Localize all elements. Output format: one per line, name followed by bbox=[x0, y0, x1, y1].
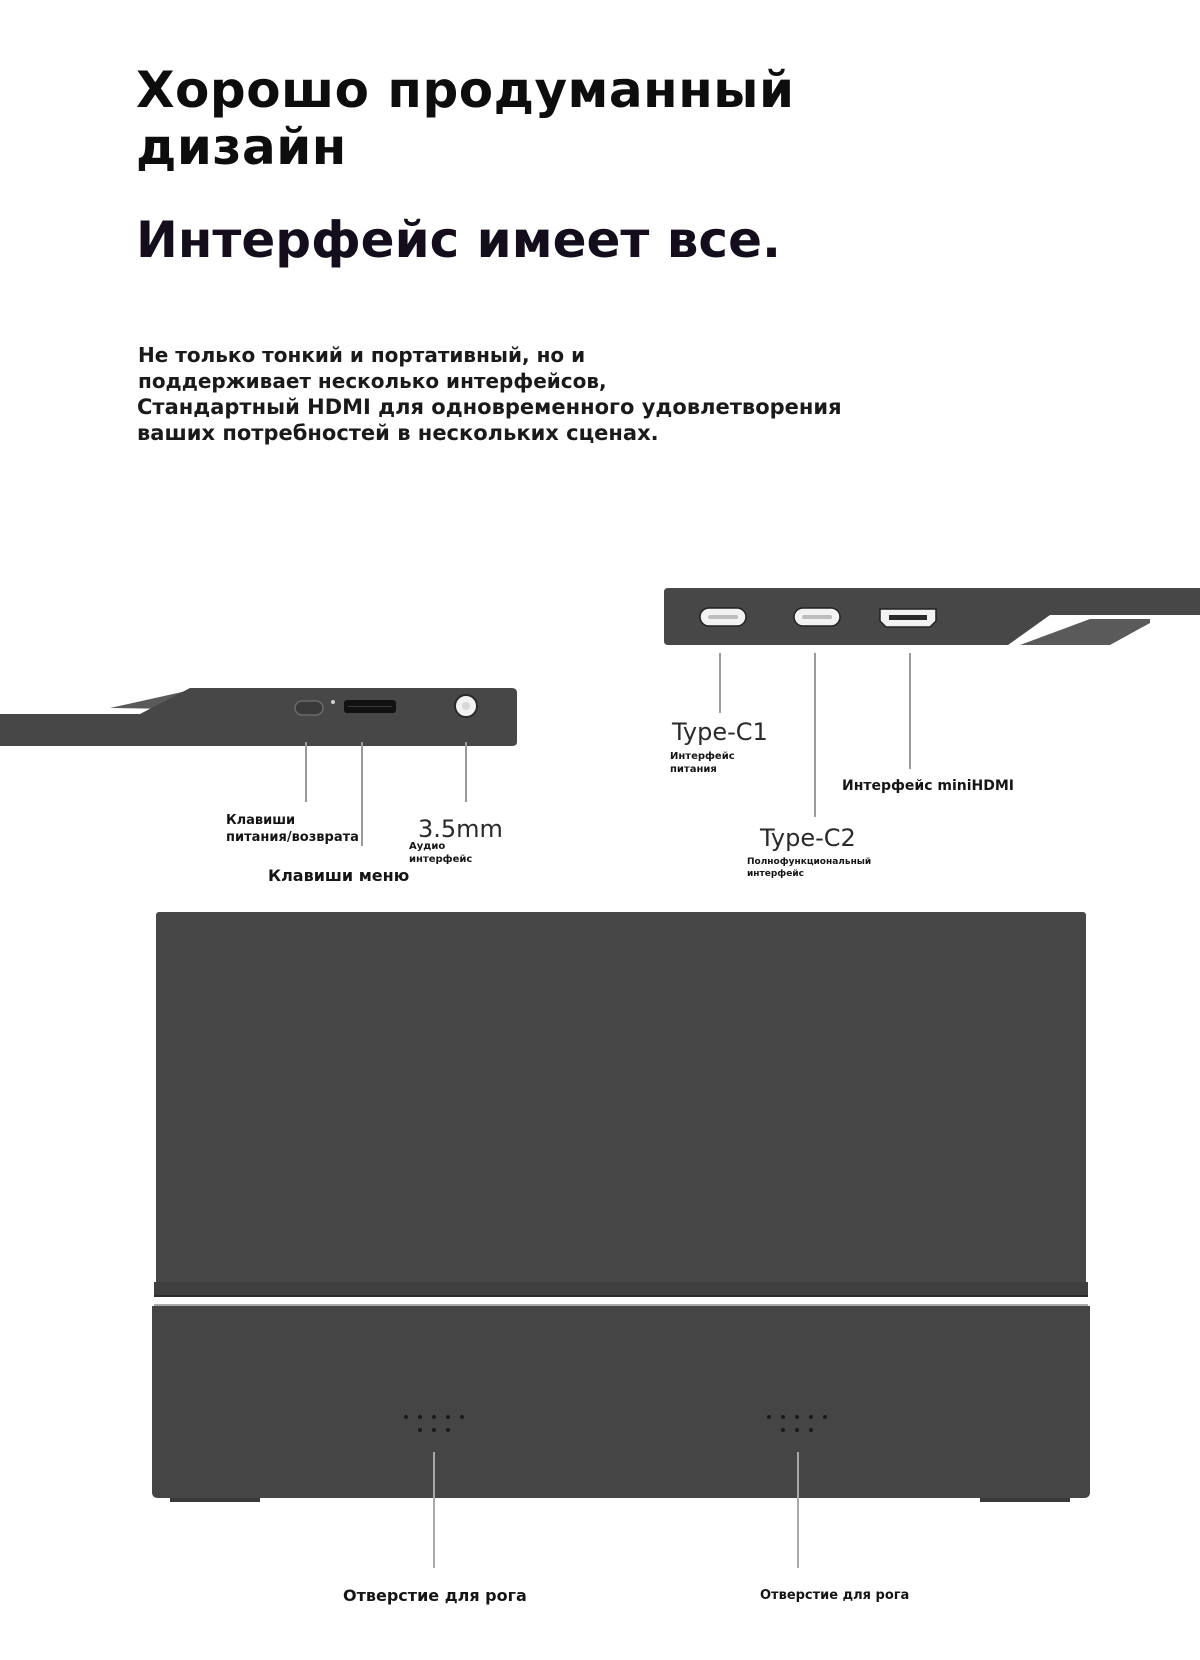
stand-body bbox=[152, 1306, 1090, 1498]
description-line-2: поддерживает несколько интерфейсов, bbox=[138, 369, 607, 393]
stand-top-edge bbox=[154, 1282, 1088, 1296]
type-c-port-icon bbox=[700, 608, 746, 626]
back-view bbox=[150, 910, 1090, 1510]
status-led bbox=[331, 700, 335, 704]
label-menu-keys: Клавиши меню bbox=[268, 866, 410, 885]
leader-menu bbox=[361, 742, 363, 846]
label-power-back-keys: Клавиши питания/возврата bbox=[226, 813, 359, 845]
left-side-view bbox=[0, 680, 520, 760]
leader-minihdmi bbox=[909, 653, 911, 769]
leader-type-c2 bbox=[814, 653, 816, 817]
page-title bbox=[136, 62, 896, 176]
label-type-c2-subtitle: Полнофункциональный интерфейс bbox=[747, 857, 872, 879]
description-line-1: Не только тонкий и портативный, но и bbox=[138, 343, 586, 367]
back-panel bbox=[156, 912, 1086, 1290]
description-line-3: Стандартный HDMI для одновременного удовлетворения bbox=[137, 395, 842, 419]
label-minihdmi: Интерфейс miniHDMI bbox=[842, 778, 1015, 794]
label-type-c1-subtitle: Интерфейс питания bbox=[670, 751, 735, 775]
label-audio-subtitle: Аудио интерфейс bbox=[409, 841, 473, 865]
description-line-4: ваших потребностей в нескольких сценах. bbox=[137, 421, 659, 445]
title-line-2: дизайн bbox=[136, 118, 347, 176]
leader-horn-right bbox=[797, 1452, 799, 1568]
leader-audio bbox=[465, 742, 467, 802]
label-type-c2-title: Type-C2 bbox=[760, 824, 856, 852]
mini-hdmi-port-icon bbox=[880, 609, 936, 627]
label-type-c1-title: Type-C1 bbox=[672, 718, 768, 746]
audio-jack-icon bbox=[455, 695, 477, 717]
leader-power bbox=[305, 742, 307, 802]
description-bottom bbox=[137, 394, 842, 446]
label-horn-left: Отверстие для рога bbox=[343, 1586, 527, 1605]
power-button-icon bbox=[295, 701, 323, 715]
label-horn-right: Отверстие для рога bbox=[760, 1588, 910, 1603]
title-line-1: Хорошо продуманный bbox=[136, 61, 795, 119]
right-side-view bbox=[660, 583, 1200, 655]
page-subtitle: Интерфейс имеет все. bbox=[136, 211, 781, 269]
leader-horn-left bbox=[433, 1452, 435, 1568]
device-left-edge bbox=[0, 688, 517, 746]
type-c-port-icon bbox=[794, 608, 840, 626]
menu-button-icon bbox=[344, 700, 396, 713]
description-top bbox=[138, 342, 607, 394]
label-audio-title: 3.5mm bbox=[418, 815, 503, 843]
stand-wedge-right bbox=[1020, 619, 1150, 645]
leader-type-c1 bbox=[719, 653, 721, 713]
